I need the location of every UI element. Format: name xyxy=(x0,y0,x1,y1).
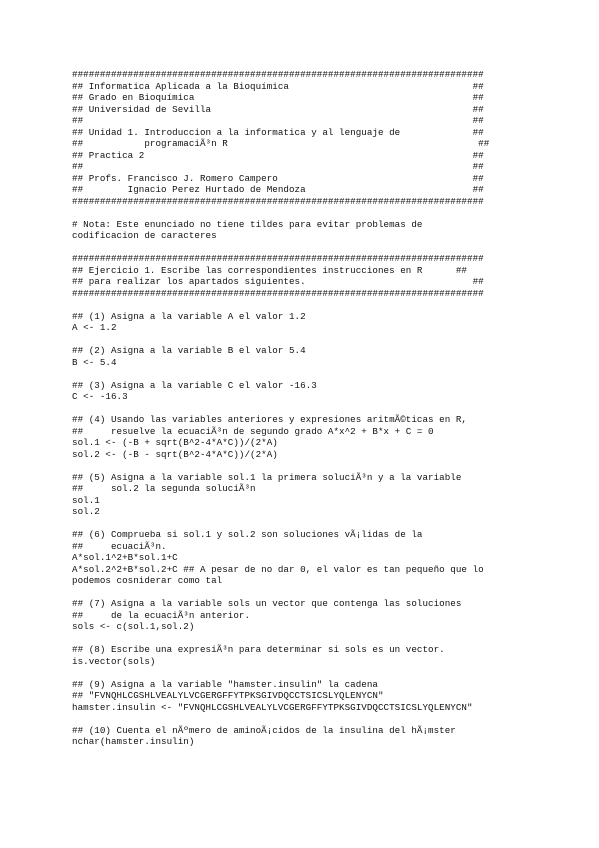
blank-line xyxy=(72,633,592,645)
text-line: sols <- c(sol.1,sol.2) xyxy=(72,621,195,632)
text-line: ## (5) Asigna a la variable sol.1 la primera soluciÃ³n y a la variable xyxy=(72,471,462,483)
document-page xyxy=(72,69,592,748)
text-line: hamster.insulin <- "FVNQHLCGSHLVEALYLVCGERGFFYTPKSGIVDQCCTSICSLYQLENYCN" xyxy=(72,701,473,713)
text-line: ## (9) Asigna a la variable "hamster.insulin" la cadena xyxy=(72,678,378,690)
text-line: ## Grado en Bioquímica ## xyxy=(72,92,484,103)
text-line: ## sol.2 la segunda soluciÃ³n xyxy=(72,483,256,494)
blank-line xyxy=(72,667,592,679)
text-line: is.vector(sols) xyxy=(72,655,156,667)
blank-line xyxy=(72,368,592,380)
blank-line xyxy=(72,299,592,311)
blank-line xyxy=(72,207,592,219)
text-line: ########################################################################## xyxy=(72,195,484,207)
text-line: sol.1 <- (-B + sqrt(B^2-4*A*C))/(2*A) xyxy=(72,437,278,448)
blank-line xyxy=(72,460,592,472)
text-line: ## resuelve la ecuaciÃ³n de segundo grado A*x^2 + B*x + C = 0 xyxy=(72,425,434,437)
text-line: sol.1 xyxy=(72,494,100,506)
text-line: ## ## xyxy=(72,161,484,172)
text-line: ## Ignacio Perez Hurtado de Mendoza ## xyxy=(72,184,484,195)
blank-line xyxy=(72,713,592,725)
blank-line xyxy=(72,587,592,599)
blank-line xyxy=(72,242,592,254)
text-line: B <- 5.4 xyxy=(72,356,117,368)
text-line: ## (8) Escribe una expresiÃ³n para determinar si sols es un vector. xyxy=(72,644,445,655)
text-line: ## Ejercicio 1. Escribe las correspondientes instrucciones en R ## xyxy=(72,264,468,276)
text-line: ## de la ecuaciÃ³n anterior. xyxy=(72,609,251,621)
text-line: ## Profs. Francisco J. Romero Campero ## xyxy=(72,172,484,184)
text-line: C <- -16.3 xyxy=(72,391,128,402)
text-line: ## (3) Asigna a la variable C el valor -16.3 xyxy=(72,379,317,391)
text-line: A <- 1.2 xyxy=(72,322,117,333)
text-line: codificacion de caracteres xyxy=(72,230,217,241)
text-line: sol.2 xyxy=(72,506,100,517)
blank-line xyxy=(72,403,592,415)
text-line: ## (7) Asigna a la variable sols un vector que contenga las soluciones xyxy=(72,598,462,609)
text-line: ## Unidad 1. Introduccion a la informatica y al lenguaje de ## xyxy=(72,126,484,138)
text-line: ## "FVNQHLCGSHLVEALYLVCGERGFFYTPKSGIVDQCCTSICSLYQLENYCN" xyxy=(72,690,384,701)
blank-line xyxy=(72,518,592,530)
text-line: ## Practica 2 ## xyxy=(72,149,484,161)
text-line: ## programaciÃ³n R ## xyxy=(72,138,490,149)
text-line: podemos cosniderar como tal xyxy=(72,575,223,586)
text-line: ## (10) Cuenta el nÃºmero de aminoÃ¡cidos de la insulina del hÃ¡mster xyxy=(72,724,456,736)
text-line: ########################################################################## xyxy=(72,287,484,299)
text-line: ########################################################################## xyxy=(72,253,484,264)
text-line: ## (1) Asigna a la variable A el valor 1.2 xyxy=(72,310,306,322)
text-line: ## ecuaciÃ³n. xyxy=(72,540,167,552)
text-line: nchar(hamster.insulin) xyxy=(72,736,195,747)
text-line: ## (6) Comprueba si sol.1 y sol.2 son soluciones vÃ¡lidas de la xyxy=(72,529,423,540)
text-line: # Nota: Este enunciado no tiene tildes para evitar problemas de xyxy=(72,218,423,230)
text-line: A*sol.2^2+B*sol.2+C ## A pesar de no dar 0, el valor es tan pequeño que lo xyxy=(72,563,484,575)
blank-line xyxy=(72,334,592,346)
text-line: ## para realizar los apartados siguientes. ## xyxy=(72,276,484,287)
text-line: ## Informatica Aplicada a la Bioquímica ## xyxy=(72,80,484,92)
text-line: ########################################################################## xyxy=(72,69,484,80)
text-line: A*sol.1^2+B*sol.1+C xyxy=(72,552,178,563)
text-line: ## ## xyxy=(72,115,484,126)
text-line: ## (4) Usando las variables anteriores y expresiones aritmÃ©ticas en R, xyxy=(72,414,468,425)
text-line: sol.2 <- (-B - sqrt(B^2-4*A*C))/(2*A) xyxy=(72,448,278,460)
text-line: ## Universidad de Sevilla ## xyxy=(72,103,484,115)
text-line: ## (2) Asigna a la variable B el valor 5.4 xyxy=(72,345,306,356)
